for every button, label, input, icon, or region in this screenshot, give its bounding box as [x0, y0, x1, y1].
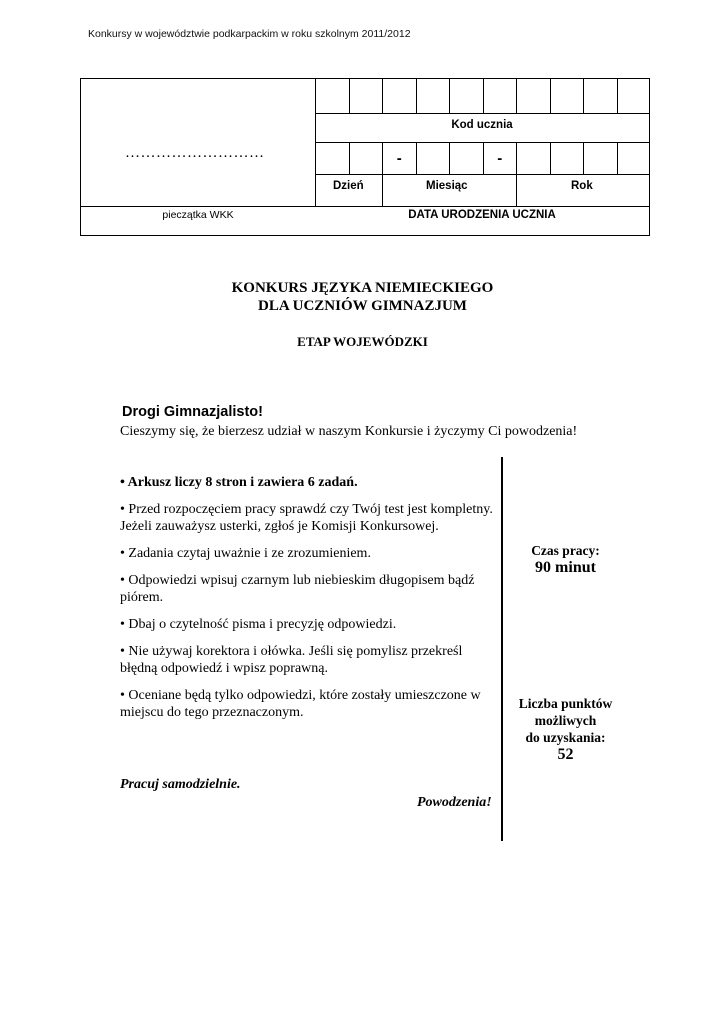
vertical-separator — [501, 457, 503, 841]
contest-subtitle: DLA UCZNIÓW GIMNAZJUM — [258, 298, 467, 314]
rule-item: • Przed rozpoczęciem pracy sprawdź czy Twój test jest kompletny. Jeżeli zauważysz usterki, zgłoś je Komisji Konkursowej. — [120, 502, 493, 534]
greeting: Drogi Gimnazjalisto! — [122, 404, 263, 420]
year-cell[interactable] — [583, 142, 617, 174]
student-code-label: Kod ucznia — [451, 119, 513, 131]
month-cell[interactable] — [449, 142, 483, 174]
code-cell[interactable] — [550, 79, 584, 113]
code-cell[interactable] — [583, 79, 617, 113]
code-grid-bottom — [315, 113, 649, 114]
day-label: Dzień — [333, 180, 364, 192]
rule-item: • Nie używaj korektora i ołówka. Jeśli się pomylisz przekreśl błędną odpowiedź i wpisz poprawną. — [120, 644, 463, 676]
date-dash: - — [483, 142, 517, 174]
work-alone-note: Pracuj samodzielnie. — [120, 777, 241, 792]
rule-item: • Dbaj o czytelność pisma i precyzję odpowiedzi. — [120, 617, 397, 632]
rule-item: • Odpowiedzi wpisuj czarnym lub niebieskim długopisem bądź piórem. — [120, 573, 475, 605]
page-header: Konkursy w województwie podkarpackim w roku szkolnym 2011/2012 — [88, 28, 411, 40]
birth-date-cells — [315, 142, 650, 174]
rule-item: • Zadania czytaj uważnie i ze zrozumieniem. — [120, 546, 371, 561]
year-cell[interactable] — [516, 142, 550, 174]
year-label: Rok — [571, 180, 593, 192]
date-dash: - — [382, 142, 416, 174]
code-cell[interactable] — [516, 79, 550, 113]
stamp-dots: ……………………… — [125, 145, 265, 161]
year-cell[interactable] — [550, 142, 584, 174]
code-cell[interactable] — [483, 79, 517, 113]
stamp-row-divider — [81, 206, 649, 207]
student-info-box — [80, 78, 650, 236]
date-label-divider — [382, 174, 383, 206]
rule-item: • Oceniane będą tylko odpowiedzi, które zostały umieszczone w miejscu do tego przeznaczonym. — [120, 688, 481, 720]
points-label-2: możliwych — [534, 713, 597, 728]
month-cell[interactable] — [416, 142, 450, 174]
points-value: 52 — [557, 746, 574, 763]
student-code-cells — [315, 79, 650, 113]
day-cell[interactable] — [349, 142, 383, 174]
date-grid-bottom — [315, 174, 649, 175]
date-label-divider — [516, 174, 517, 206]
stage-title: ETAP WOJEWÓDZKI — [297, 334, 428, 349]
code-cell[interactable] — [349, 79, 383, 113]
points-label-3: do uzyskania: — [525, 730, 606, 745]
good-luck-note: Powodzenia! — [417, 795, 492, 810]
day-cell[interactable] — [315, 142, 349, 174]
time-label: Czas pracy: — [531, 543, 600, 558]
code-cell[interactable] — [617, 79, 651, 113]
contest-title: KONKURS JĘZYKA NIEMIECKIEGO — [231, 280, 494, 296]
birth-date-label: DATA URODZENIA UCZNIA — [408, 209, 556, 221]
code-cell[interactable] — [416, 79, 450, 113]
year-cell[interactable] — [617, 142, 651, 174]
rule-item: • Arkusz liczy 8 stron i zawiera 6 zadań. — [120, 475, 358, 490]
points-label-1: Liczba punktów — [518, 696, 613, 711]
code-cell[interactable] — [449, 79, 483, 113]
rules-list — [120, 474, 495, 731]
intro-text: Cieszymy się, że bierzesz udział w naszym Konkursie i życzymy Ci powodzenia! — [120, 424, 578, 439]
code-cell[interactable] — [315, 79, 349, 113]
month-label: Miesiąc — [426, 180, 468, 192]
code-cell[interactable] — [382, 79, 416, 113]
stamp-label: pieczątka WKK — [162, 209, 234, 221]
time-value: 90 minut — [535, 559, 596, 576]
